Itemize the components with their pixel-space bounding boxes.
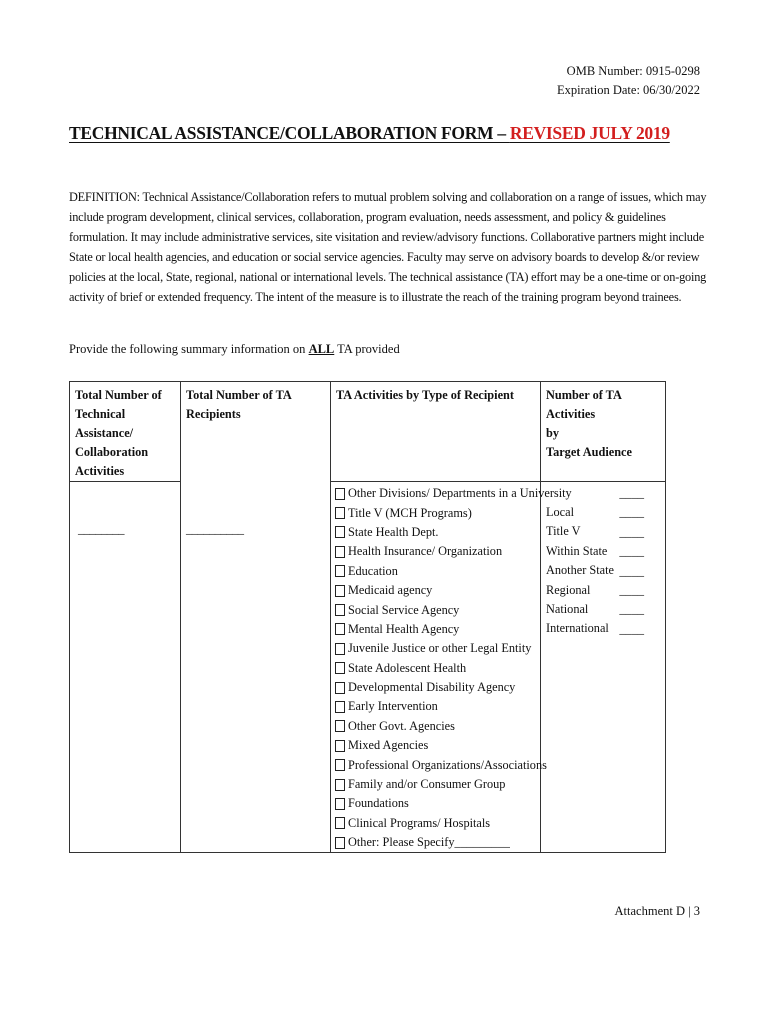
recipient-type-item [335,833,540,852]
audience-label: International [546,621,609,636]
recipient-type-label: Other: Please Specify_________ [348,835,510,850]
checkbox[interactable] [335,604,345,616]
recipient-type-label: Other Govt. Agencies [348,718,455,733]
title-main: TECHNICAL ASSISTANCE/COLLABORATION FORM – [69,123,510,143]
audience-label: Title V [546,524,581,539]
recipient-type-label: Foundations [348,796,409,811]
ta-summary-table [69,381,666,853]
total-activities-field[interactable]: ________ [78,522,124,536]
recipient-type-label: Health Insurance/ Organization [348,544,503,559]
audience-count-field[interactable]: ____ [619,563,644,578]
checkbox[interactable] [335,682,345,694]
recipient-type-label: Family and/or Consumer Group [348,777,506,792]
recipient-type-item [335,503,540,522]
recipient-type-item [335,736,540,755]
recipient-type-item [335,794,540,813]
recipient-type-label: Professional Organizations/Associations [348,757,547,772]
recipient-type-label: State Adolescent Health [348,660,467,675]
recipient-type-label: State Health Dept. [348,524,439,539]
recipient-type-item [335,678,540,697]
recipient-type-item [335,523,540,542]
recipient-type-label: Education [348,563,398,578]
audience-count-field[interactable]: ____ [619,524,644,539]
recipient-type-item [335,562,540,581]
recipient-type-item [335,697,540,716]
checkbox[interactable] [335,488,345,500]
total-recipients-cell [181,482,331,853]
checkbox[interactable] [335,817,345,829]
audience-cell [541,482,666,853]
recipient-type-label: Juvenile Justice or other Legal Entity [348,641,532,656]
checkbox[interactable] [335,565,345,577]
checkbox[interactable] [335,507,345,519]
header-total-activities [70,382,181,482]
audience-label: National [546,601,589,616]
table-header-row [70,382,666,482]
recipient-type-item [335,659,540,678]
header-target-audience [541,382,666,482]
omb-info [557,62,700,100]
recipient-type-label: Title V (MCH Programs) [348,505,472,520]
intro-after: TA provided [334,342,400,356]
intro-text [69,342,400,357]
recipient-type-label: Mixed Agencies [348,738,429,753]
table-body-row [70,482,666,853]
audience-count-field[interactable]: ____ [619,544,644,559]
recipient-type-label: Other Divisions/ Departments in a University [348,486,572,501]
audience-label: Another State [546,563,614,578]
checkbox[interactable] [335,526,345,538]
recipient-type-item [335,542,540,561]
audience-count-field[interactable]: ____ [619,602,644,617]
header-line: Target Audience [546,445,632,459]
recipient-type-label: Social Service Agency [348,602,460,617]
total-activities-cell [70,482,181,853]
intro-before: Provide the following summary information on [69,342,309,356]
header-line: Number of TA Activities [546,388,622,421]
recipient-type-label: Developmental Disability Agency [348,680,516,695]
checkbox[interactable] [335,585,345,597]
header-line: Total Number of [75,388,162,402]
audience-block [541,482,665,852]
recipient-type-label: Medicaid agency [348,583,433,598]
checkbox[interactable] [335,740,345,752]
header-total-recipients: Total Number of TA Recipients [181,382,331,482]
recipient-type-item [335,814,540,833]
checkbox[interactable] [335,720,345,732]
audience-count-field[interactable]: ____ [619,486,644,500]
recipient-type-item [335,484,572,503]
recipient-type-label: Clinical Programs/ Hospitals [348,815,491,830]
checkbox[interactable] [335,779,345,791]
header-line: Technical Assistance/ [75,407,134,440]
definition-text: DEFINITION: Technical Assistance/Collaboration refers to mutual problem solving and collaboration on a range of issues, which may include program development, clinical services, collaboration, program evaluation, needs assessment, and policy & guidelines formulation. It may include administrative services, site visitation and review/advisory functions. Collaborative partners might include State or local health agencies, and education or social service agencies. Faculty may serve on advisory boards to develop &/or review policies at the local, State, regional, national or international levels. The technical assistance (TA) effort may be a one-time or on-going activity of brief or extended frequency. The intent of the measure is to illustrate the reach of the training program beyond trainees. [69,190,707,304]
checkbox[interactable] [335,623,345,635]
recipient-type-label: Early Intervention [348,699,438,714]
audience-blanks [619,484,644,639]
page-title [69,123,670,144]
recipient-type-item [335,600,540,619]
total-recipients-field[interactable]: __________ [186,521,244,536]
recipient-type-item [335,775,540,794]
checkbox[interactable] [335,759,345,771]
audience-labels [546,503,614,639]
recipient-type-item [335,717,540,736]
checkbox[interactable] [335,798,345,810]
header-line: by [546,426,559,440]
audience-count-field[interactable]: ____ [619,582,644,597]
checkbox[interactable] [335,701,345,713]
audience-count-field[interactable]: ____ [619,505,644,520]
recipient-type-item [335,755,547,774]
checkbox[interactable] [335,837,345,849]
intro-emphasis: ALL [308,342,335,356]
title-revised: REVISED JULY 2019 [509,123,670,143]
expiration-date: Expiration Date: 06/30/2022 [556,83,700,97]
checkbox[interactable] [335,662,345,674]
omb-number: OMB Number: 0915-0298 [566,64,700,78]
recipient-type-item [335,581,540,600]
header-activities-by-type: TA Activities by Type of Recipient [331,382,541,482]
audience-count-field[interactable]: ____ [619,621,644,636]
audience-label: Within State [546,543,608,558]
recipient-type-item [335,639,540,658]
checkbox[interactable] [335,546,345,558]
audience-label: Regional [546,582,591,597]
page-footer: Attachment D | 3 [614,904,700,918]
checkbox[interactable] [335,643,345,655]
header-line: Collaboration Activities [75,445,149,478]
recipient-type-item [335,620,540,639]
recipient-type-label: Mental Health Agency [348,621,460,636]
audience-label: Local [546,505,574,519]
